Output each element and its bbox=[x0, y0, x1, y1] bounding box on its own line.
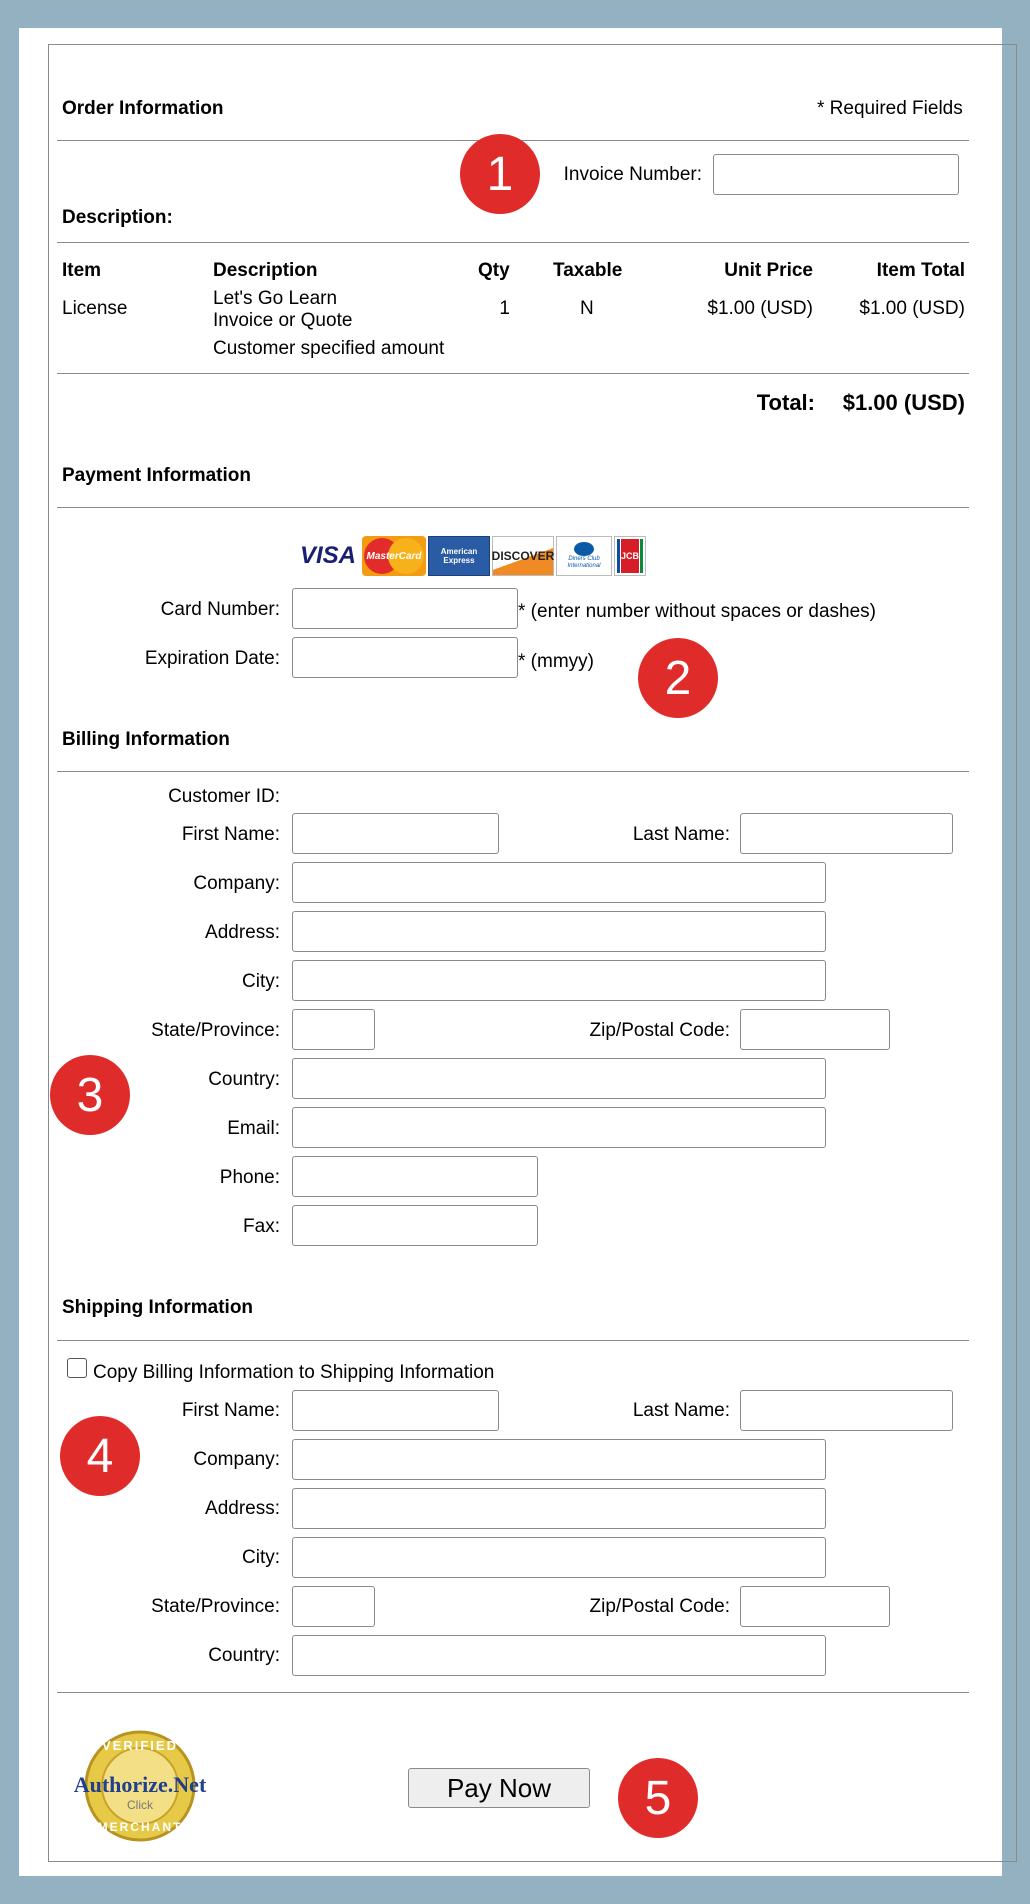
billing-state-input[interactable] bbox=[292, 1009, 375, 1050]
row-unit-price: $1.00 (USD) bbox=[707, 298, 813, 319]
row-item: License bbox=[62, 298, 128, 319]
payment-section-title: Payment Information bbox=[62, 465, 251, 486]
shipping-address-label: Address: bbox=[205, 1498, 280, 1519]
billing-last-name-input[interactable] bbox=[740, 813, 953, 854]
billing-phone-input[interactable] bbox=[292, 1156, 538, 1197]
card-number-input[interactable] bbox=[292, 588, 518, 629]
billing-city-input[interactable] bbox=[292, 960, 826, 1001]
invoice-number-label: Invoice Number: bbox=[563, 164, 702, 185]
row-taxable: N bbox=[580, 298, 594, 319]
callout-badge-1: 1 bbox=[460, 134, 540, 214]
total-label: Total: bbox=[756, 390, 815, 415]
billing-first-name-input[interactable] bbox=[292, 813, 499, 854]
copy-billing-label: Copy Billing Information to Shipping Information bbox=[93, 1362, 495, 1383]
mastercard-logo bbox=[362, 536, 426, 576]
required-fields-note: * Required Fields bbox=[817, 98, 963, 119]
col-header-description: Description bbox=[213, 260, 318, 281]
col-header-item: Item bbox=[62, 260, 102, 281]
row-description-line2: Invoice or Quote bbox=[213, 310, 353, 331]
seal-brand-text: Authorize.Net bbox=[73, 1772, 207, 1797]
shipping-country-input[interactable] bbox=[292, 1635, 826, 1676]
billing-company-input[interactable] bbox=[292, 862, 826, 903]
expiration-date-input[interactable] bbox=[292, 637, 518, 678]
billing-country-input[interactable] bbox=[292, 1058, 826, 1099]
row-description-line1: Let's Go Learn bbox=[213, 288, 338, 309]
discover-logo: DISCOVER bbox=[492, 536, 554, 576]
callout-badge-5: 5 bbox=[618, 1758, 698, 1838]
callout-badge-4: 4 bbox=[60, 1416, 140, 1496]
billing-phone-label: Phone: bbox=[219, 1167, 280, 1188]
mastercard-text: MasterCard bbox=[366, 550, 422, 562]
billing-last-name-label: Last Name: bbox=[632, 824, 730, 845]
divider bbox=[57, 507, 969, 508]
seal-click-text: Click bbox=[127, 1798, 153, 1812]
billing-address-input[interactable] bbox=[292, 911, 826, 952]
amex-logo: American Express bbox=[428, 536, 490, 576]
billing-company-label: Company: bbox=[193, 873, 280, 894]
billing-address-label: Address: bbox=[205, 922, 280, 943]
pay-now-button[interactable]: Pay Now bbox=[408, 1768, 590, 1808]
billing-fax-label: Fax: bbox=[243, 1216, 280, 1237]
shipping-company-input[interactable] bbox=[292, 1439, 826, 1480]
shipping-country-label: Country: bbox=[208, 1645, 280, 1666]
jcb-logo bbox=[614, 536, 646, 576]
billing-city-label: City: bbox=[242, 971, 280, 992]
shipping-zip-label: Zip/Postal Code: bbox=[589, 1596, 730, 1617]
total-value: $1.00 (USD) bbox=[842, 390, 965, 415]
shipping-first-name-label: First Name: bbox=[181, 1400, 280, 1421]
divider bbox=[57, 771, 969, 772]
shipping-city-label: City: bbox=[242, 1547, 280, 1568]
diners-club-logo bbox=[556, 536, 612, 576]
shipping-state-input[interactable] bbox=[292, 1586, 375, 1627]
accepted-cards bbox=[296, 536, 646, 576]
card-number-hint: * (enter number without spaces or dashes) bbox=[518, 601, 877, 622]
shipping-zip-input[interactable] bbox=[740, 1586, 890, 1627]
description-label: Description: bbox=[62, 207, 173, 228]
shipping-last-name-input[interactable] bbox=[740, 1390, 953, 1431]
billing-zip-label: Zip/Postal Code: bbox=[589, 1020, 730, 1041]
expiration-date-hint: * (mmyy) bbox=[518, 651, 594, 672]
card-number-label: Card Number: bbox=[160, 599, 280, 620]
copy-billing-checkbox[interactable] bbox=[67, 1358, 87, 1378]
billing-state-label: State/Province: bbox=[151, 1020, 280, 1041]
divider bbox=[57, 242, 969, 243]
shipping-section-title: Shipping Information bbox=[62, 1297, 254, 1318]
visa-logo: VISA bbox=[299, 542, 356, 569]
shipping-address-input[interactable] bbox=[292, 1488, 826, 1529]
invoice-number-input[interactable] bbox=[713, 154, 959, 195]
billing-zip-input[interactable] bbox=[740, 1009, 890, 1050]
row-item-total: $1.00 (USD) bbox=[859, 298, 965, 319]
authorize-net-seal[interactable] bbox=[70, 1730, 210, 1842]
billing-section-title: Billing Information bbox=[62, 729, 230, 750]
col-header-unit-price: Unit Price bbox=[724, 260, 813, 281]
billing-country-label: Country: bbox=[208, 1069, 280, 1090]
callout-badge-2: 2 bbox=[638, 638, 718, 718]
diners-club-text: Diners Club International bbox=[567, 556, 601, 569]
divider bbox=[57, 1340, 969, 1341]
col-header-taxable: Taxable bbox=[553, 260, 623, 281]
divider bbox=[57, 373, 969, 374]
billing-first-name-label: First Name: bbox=[181, 824, 280, 845]
col-header-qty: Qty bbox=[478, 260, 510, 281]
billing-email-label: Email: bbox=[227, 1118, 280, 1139]
callout-badge-3: 3 bbox=[50, 1055, 130, 1135]
jcb-text: JCB bbox=[621, 539, 639, 573]
expiration-date-label: Expiration Date: bbox=[144, 648, 280, 669]
shipping-first-name-input[interactable] bbox=[292, 1390, 499, 1431]
divider bbox=[57, 1692, 969, 1693]
shipping-city-input[interactable] bbox=[292, 1537, 826, 1578]
row-note: Customer specified amount bbox=[213, 338, 445, 359]
billing-email-input[interactable] bbox=[292, 1107, 826, 1148]
shipping-last-name-label: Last Name: bbox=[632, 1400, 730, 1421]
row-qty: 1 bbox=[499, 298, 510, 319]
billing-fax-input[interactable] bbox=[292, 1205, 538, 1246]
col-header-item-total: Item Total bbox=[876, 260, 965, 281]
seal-top-text: VERIFIED bbox=[102, 1738, 178, 1753]
shipping-company-label: Company: bbox=[193, 1449, 280, 1470]
shipping-state-label: State/Province: bbox=[151, 1596, 280, 1617]
order-section-title: Order Information bbox=[62, 98, 224, 119]
customer-id-label: Customer ID: bbox=[168, 786, 280, 807]
seal-bottom-text: MERCHANT bbox=[97, 1820, 183, 1834]
